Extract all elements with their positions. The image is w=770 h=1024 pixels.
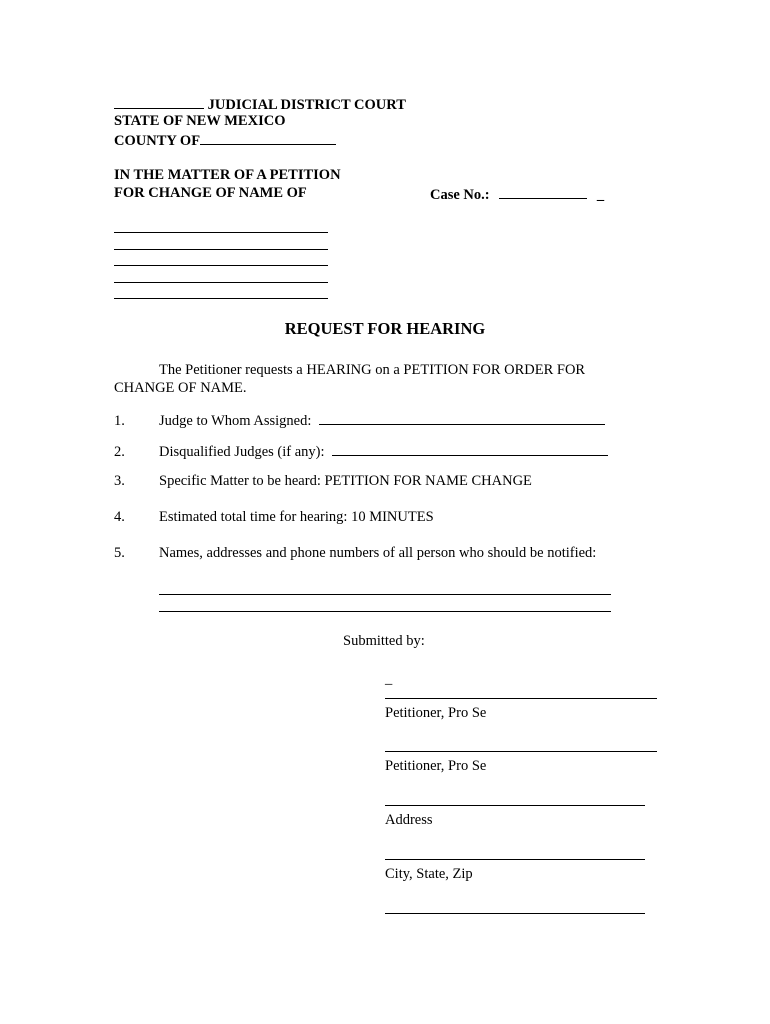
caption-line2: FOR CHANGE OF NAME OF xyxy=(114,185,307,201)
signature-line-1[interactable] xyxy=(385,698,657,699)
city-state-zip-line[interactable] xyxy=(385,859,645,860)
county-blank[interactable] xyxy=(200,130,336,145)
item-2 xyxy=(114,441,608,461)
item-number: 4. xyxy=(114,509,125,525)
name-line-3[interactable] xyxy=(114,265,328,266)
address-line[interactable] xyxy=(385,805,645,806)
address-label: Address xyxy=(385,812,433,828)
county-line xyxy=(114,130,336,150)
intro-line2: CHANGE OF NAME. xyxy=(114,380,247,396)
item-3 xyxy=(114,472,532,490)
district-blank[interactable] xyxy=(114,94,204,109)
notify-line-2[interactable] xyxy=(159,611,611,612)
name-line-2[interactable] xyxy=(114,249,328,250)
city-state-zip-label: City, State, Zip xyxy=(385,866,473,882)
item-text: Names, addresses and phone numbers of all person who should be notified: xyxy=(159,545,597,561)
item-number: 1. xyxy=(114,413,125,429)
court-header xyxy=(114,94,406,114)
item-text: Specific Matter to be heard: PETITION FOR NAME CHANGE xyxy=(159,473,532,489)
signature-dash: _ xyxy=(385,671,393,687)
name-line-1[interactable] xyxy=(114,232,328,233)
judge-assigned-blank[interactable] xyxy=(319,410,605,425)
disqualified-judges-blank[interactable] xyxy=(332,441,608,456)
case-no-blank[interactable] xyxy=(499,184,587,199)
name-line-5[interactable] xyxy=(114,298,328,299)
case-no-trail: _ xyxy=(596,187,605,203)
county-label: COUNTY OF xyxy=(114,133,201,149)
name-line-4[interactable] xyxy=(114,282,328,283)
signature-label-2: Petitioner, Pro Se xyxy=(385,758,487,774)
item-4 xyxy=(114,508,434,526)
signature-line-2[interactable] xyxy=(385,751,657,752)
page-title: REQUEST FOR HEARING xyxy=(284,319,486,338)
intro-line1: The Petitioner requests a HEARING on a PETITION FOR ORDER FOR xyxy=(159,362,586,378)
notify-line-1[interactable] xyxy=(159,594,611,595)
court-name: JUDICIAL DISTRICT COURT xyxy=(207,97,406,113)
signature-label-1: Petitioner, Pro Se xyxy=(385,705,487,721)
item-text: Judge to Whom Assigned: xyxy=(159,413,312,429)
state-name: STATE OF NEW MEXICO xyxy=(114,113,286,129)
case-no-label: Case No.: xyxy=(430,187,490,203)
phone-line[interactable] xyxy=(385,913,645,914)
item-text: Estimated total time for hearing: 10 MINUTES xyxy=(159,509,434,525)
item-number: 5. xyxy=(114,545,125,561)
submitted-by: Submitted by: xyxy=(343,633,425,649)
item-5 xyxy=(114,544,596,562)
item-number: 3. xyxy=(114,473,125,489)
item-1 xyxy=(114,410,605,430)
case-number xyxy=(430,184,604,204)
item-number: 2. xyxy=(114,444,125,460)
item-text: Disqualified Judges (if any): xyxy=(159,444,325,460)
caption-line1: IN THE MATTER OF A PETITION xyxy=(114,167,341,183)
